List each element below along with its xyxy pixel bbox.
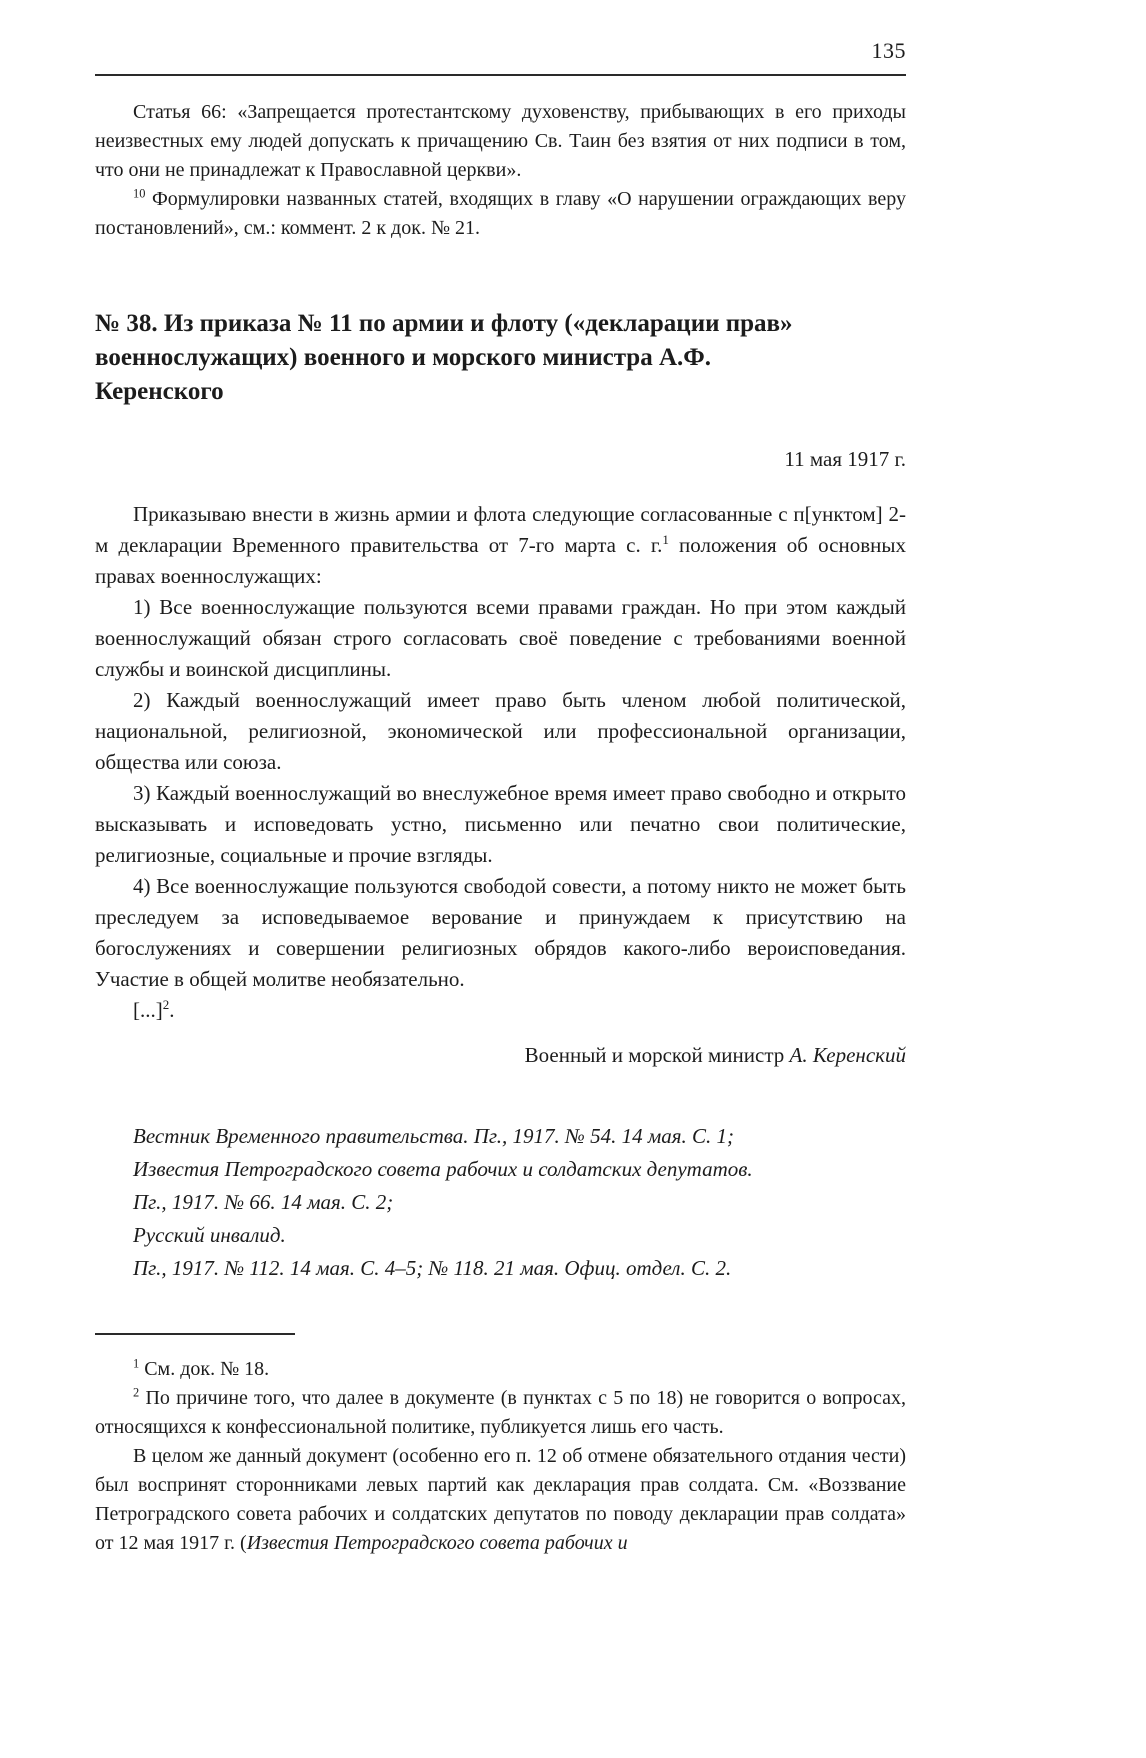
page-number: 135 <box>871 38 906 63</box>
point-paragraph-2: 2) Каждый военнослужащий имеет право быть членом любой политической, национальной, религиозной, экономической или профессиональной организации, общества или союза. <box>95 688 906 774</box>
omission-paragraph <box>95 995 906 1026</box>
point-paragraph-4: 4) Все военнослужащие пользуются свободой совести, а потому никто не может быть преследуем за исповедываемое верование и принуждаем к присутствию на богослужениях и совершении религиозных обрядов какого-либо вероисповедания. Участие в общей молитве необязательно. <box>95 874 906 991</box>
footnotes-section <box>95 1355 906 1558</box>
header-rule <box>95 74 906 76</box>
page-header <box>95 38 906 76</box>
omission-period: . <box>169 998 175 1022</box>
footnote-reference-1: 1 <box>662 532 669 547</box>
footnote-2 <box>95 1384 906 1442</box>
omission-brackets: [...] <box>133 998 163 1022</box>
document-intro-paragraph <box>95 499 906 592</box>
source-line-2: Известия Петроградского совета рабочих и солдатских депутатов. <box>133 1157 753 1181</box>
footnote-2-continuation <box>95 1442 906 1558</box>
signature-name: А. Керенский <box>789 1043 906 1067</box>
intro-text-pre: Приказываю внести в жизнь армии и флота следующие согласованные с п[унктом] 2-м декларации Временного правительства от 7-го марта с. г. <box>95 502 906 557</box>
point-paragraph-1: 1) Все военнослужащие пользуются всеми правами граждан. Но при этом каждый военнослужащий обязан строго согласовать своё поведение с требованиями военной службы и воинской дисциплины. <box>95 595 906 681</box>
source-line-4: Русский инвалид. <box>133 1223 286 1247</box>
footnote-1 <box>95 1355 906 1384</box>
commentary-footnote-10 <box>95 185 906 243</box>
source-line-3: Пг., 1917. № 66. 14 мая. С. 2; <box>133 1190 394 1214</box>
signature-role: Военный и морской министр <box>524 1043 790 1067</box>
footnote-2-cont-citation: Известия Петроградского совета рабочих и <box>246 1532 628 1554</box>
commentary-footnote-text: Формулировки названных статей, входящих в главу «О нарушении ограждающих веру постановлений», см.: коммент. 2 к док. № 21. <box>95 188 906 239</box>
footnote-1-text: См. док. № 18. <box>139 1358 270 1380</box>
footnote-2-cont-text: В целом же данный документ (особенно его п. 12 об отмене обязательного отдания чести) был воспринят сторонниками левых партий как декларация прав солдата. См. «Воззвание Петроградского совета рабочих и солдатских депутатов по поводу декларации прав солдата» от 12 мая 1917 г. ( <box>95 1445 906 1554</box>
signature-line <box>95 1040 906 1070</box>
footnote-reference-2: 2 <box>162 997 170 1012</box>
document-date: 11 мая 1917 г. <box>784 447 906 471</box>
intro-text-post: положения об основных правах военнослужащих: <box>95 533 906 588</box>
source-citations <box>95 1120 906 1285</box>
commentary-paragraph: Статья 66: «Запрещается протестантскому духовенству, прибывающих в его приходы неизвестных ему людей допускать к причащению Св. Таин без взятия от них подписи в том, что они не принадлежат к Православной церкви». <box>95 101 906 181</box>
source-line-1: Вестник Временного правительства. Пг., 1917. № 54. 14 мая. С. 1; <box>133 1124 735 1148</box>
document-body <box>95 499 906 1026</box>
source-line-5: Пг., 1917. № 112. 14 мая. С. 4–5; № 118. 21 мая. Офиц. отдел. С. 2. <box>133 1256 732 1280</box>
previous-page-commentary <box>95 98 906 243</box>
footnote-marker-10: 10 <box>133 186 146 201</box>
footnote-2-text: По причине того, что далее в документе (в пунктах с 5 по 18) не говорится о вопросах, относящихся к конфессиональной политике, публикуется лишь его часть. <box>95 1387 906 1438</box>
document-heading: № 38. Из приказа № 11 по армии и флоту («декларации прав» военнослужащих) военного и морского министра А.Ф. Керенского <box>95 310 793 405</box>
footnote-marker-2: 2 <box>133 1385 140 1400</box>
footnote-marker-1: 1 <box>133 1356 140 1371</box>
footnote-separator <box>95 1333 295 1335</box>
point-paragraph-3: 3) Каждый военнослужащий во внеслужебное время имеет право свободно и открыто высказывать и исповедовать устно, письменно или печатно свои политические, религиозные, социальные и прочие взгляды. <box>95 781 906 867</box>
